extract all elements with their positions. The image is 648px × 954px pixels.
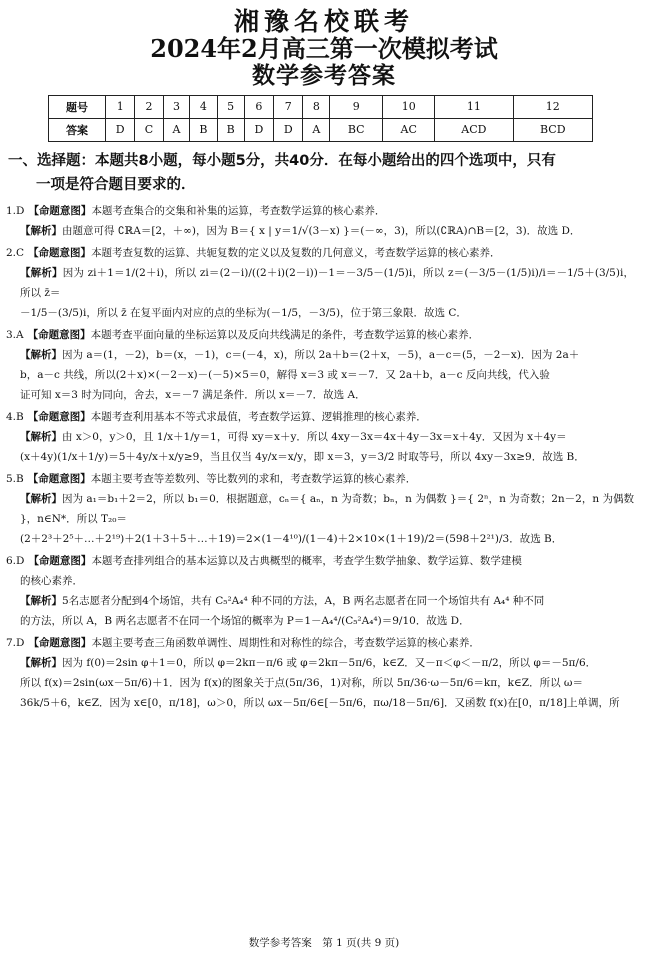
analysis-line: b，a－c 共线，所以(2＋x)×(－2－x)－(－5)×5＝0，解得 x＝3 或 x＝－7．又 2a＋b，a－c 反向共线，代入验 — [20, 368, 550, 381]
question-5-intent — [6, 469, 634, 489]
intent-label: 【命题意图】 — [28, 204, 92, 217]
question-6 — [6, 551, 634, 631]
analysis-line: 36k/5＋6，k∈Z．因为 x∈[0，π/18]，ω＞0，所以 ωx－5π/6∈[－5π/6，πω/18－5π/6]．又函数 f(x)在[0，π/18]上单调，所 — [20, 696, 620, 709]
table-cell: AC — [383, 118, 435, 141]
table-cell: BC — [330, 118, 383, 141]
analysis-line: (x＋4y)(1/x＋1/y)＝5＋4y/x＋x/y≥9，当且仅当 4y/x＝x/y，即 x＝3，y＝3/2 时取等号，所以 4xy－3x≥9．故选 B． — [20, 450, 585, 463]
table-cell: 1 — [106, 95, 135, 118]
table-cell: A — [303, 118, 330, 141]
analysis-line: 因为 a₁＝b₁＋2＝2，所以 b₁＝0．根据题意，cₙ＝{ aₙ，n 为奇数；bₙ，n 为偶数 }＝{ 2ⁿ，n 为奇数；2n－2，n 为偶数 }，n∈N*．所以 T₂₀＝ — [20, 492, 634, 525]
table-cell: 12 — [513, 95, 592, 118]
table-cell: 6 — [244, 95, 273, 118]
intent-text: 本题考查集合的交集和补集的运算，考查数学运算的核心素养． — [91, 204, 386, 217]
table-cell: B — [217, 118, 244, 141]
table-cell: C — [135, 118, 163, 141]
question-3 — [6, 325, 634, 405]
question-1-analysis — [20, 221, 634, 241]
intent-label: 【命题意图】 — [28, 554, 92, 567]
intent-text: 本题考查复数的运算、共轭复数的定义以及复数的几何意义，考查数学运算的核心素养． — [91, 246, 501, 259]
table-cell: BCD — [513, 118, 592, 141]
table-cell: 8 — [303, 95, 330, 118]
table-cell: B — [190, 118, 217, 141]
school-union-title: 湘豫名校联考 — [233, 7, 414, 36]
answer-table-answer-row — [49, 118, 593, 141]
question-2 — [6, 243, 634, 323]
analysis-line: 所以 f(x)＝2sin(ωx－5π/6)＋1．因为 f(x)的图象关于点(5π/36，1)对称，所以 5π/36·ω－5π/6＝kπ，k∈Z．所以 ω＝ — [20, 676, 583, 689]
analysis-line: 由题意可得 ∁ℝA＝[2，＋∞)，因为 B＝{ x | y＝1/√(3－x) }＝(－∞，3)，所以(∁ℝA)∩B＝[2，3)．故选 D． — [62, 224, 581, 237]
analysis-line: 因为 f(0)＝2sin φ＋1＝0，所以 φ＝2kπ－π/6 或 φ＝2kπ－5π/6，k∈Z．又－π＜φ＜－π/2，所以 φ＝－5π/6． — [62, 656, 597, 669]
question-number: 6.D — [6, 554, 25, 567]
question-5 — [6, 469, 634, 549]
analysis-line: －1/5－(3/5)i，所以 z̄ 在复平面内对应的点的坐标为(－1/5，－3/5)，位于第三象限．故选 C． — [20, 306, 467, 319]
intent-text: 本题主要考查等差数列、等比数列的求和，考查数学运算的核心素养． — [90, 472, 417, 485]
answer-table-number-row — [49, 95, 593, 118]
analysis-line: 5名志愿者分配到4个场馆，共有 C₅²A₄⁴ 种不同的方法，A，B 两名志愿者在同一个场馆共有 A₄⁴ 种不同 — [62, 594, 545, 607]
analysis-line: 的方法，所以 A，B 两名志愿者不在同一个场馆的概率为 P＝1－A₄⁴/(C₅²A₄⁴)＝9/10．故选 D． — [20, 614, 470, 627]
analysis-line: (2＋2³＋2⁵＋…＋2¹⁹)＋2(1＋3＋5＋…＋19)＝2×(1－4¹⁰)/(1－4)＋2×10×(1＋19)/2＝(598＋2²¹)/3．故选 B． — [20, 532, 563, 545]
question-1-intent — [6, 201, 634, 221]
section-heading-line1: 一、选择题：本题共8小题，每小题5分，共40分．在每小题给出的四个选项中，只有 — [8, 152, 556, 169]
table-cell: ACD — [435, 118, 513, 141]
question-5-analysis — [20, 489, 634, 549]
analysis-line: 因为 a＝(1，－2)，b＝(x，－1)，c＝(－4，x)，所以 2a＋b＝(2＋x，－5)，a－c＝(5，－2－x)．因为 2a＋ — [62, 348, 580, 361]
table-cell: 7 — [274, 95, 303, 118]
analysis-line: 证可知 x＝3 时为同向，舍去，x＝－7 满足条件．所以 x＝－7．故选 A． — [20, 388, 366, 401]
answer-key-title: 数学参考答案 — [252, 61, 396, 89]
exam-title: 2024年2月高三第一次模拟考试 — [150, 34, 498, 63]
table-cell: A — [163, 118, 190, 141]
document-page — [0, 7, 648, 949]
section-heading-line2: 一项是符合题目要求的． — [36, 176, 196, 193]
table-cell: 3 — [163, 95, 190, 118]
question-7 — [6, 633, 634, 713]
question-number: 3.A — [6, 328, 24, 341]
question-6-intent — [6, 551, 634, 591]
analysis-label: 【解析】 — [20, 430, 62, 443]
question-1 — [6, 201, 634, 241]
intent-label: 【命题意图】 — [27, 328, 91, 341]
answer-table — [48, 95, 593, 142]
question-number: 5.B — [6, 472, 24, 485]
question-number: 2.C — [6, 246, 25, 259]
intent-label: 【命题意图】 — [27, 472, 91, 485]
table-cell: 2 — [135, 95, 163, 118]
question-7-intent — [6, 633, 634, 653]
question-3-analysis — [20, 345, 634, 405]
table-cell: 9 — [330, 95, 383, 118]
intent-label: 【命题意图】 — [28, 636, 92, 649]
table-cell: D — [106, 118, 135, 141]
table-cell: D — [244, 118, 273, 141]
table-cell: 4 — [190, 95, 217, 118]
question-number: 4.B — [6, 410, 24, 423]
table-cell: 11 — [435, 95, 513, 118]
intent-text-cont: 的核心素养． — [20, 574, 83, 587]
question-6-analysis — [20, 591, 634, 631]
question-number: 7.D — [6, 636, 25, 649]
question-4 — [6, 407, 634, 467]
analysis-label: 【解析】 — [20, 224, 62, 237]
section-heading — [8, 149, 636, 197]
row-label-answer: 答案 — [49, 118, 106, 141]
intent-label: 【命题意图】 — [28, 246, 92, 259]
row-label-number: 题号 — [49, 95, 106, 118]
question-4-analysis — [20, 427, 634, 467]
intent-text: 本题考查平面向量的坐标运算以及反向共线满足的条件，考查数学运算的核心素养． — [90, 328, 480, 341]
analysis-label: 【解析】 — [20, 266, 63, 279]
question-2-analysis — [20, 263, 634, 323]
table-cell: D — [274, 118, 303, 141]
question-3-intent — [6, 325, 634, 345]
table-cell: 10 — [383, 95, 435, 118]
intent-text: 本题主要考查三角函数单调性、周期性和对称性的综合，考查数学运算的核心素养． — [91, 636, 480, 649]
question-number: 1.D — [6, 204, 25, 217]
table-cell: 5 — [217, 95, 244, 118]
page-footer: 数学参考答案 第 1 页(共 9 页) — [248, 937, 400, 949]
question-4-intent — [6, 407, 634, 427]
analysis-line: 因为 zi＋1＝1/(2＋i)，所以 zi＝(2－i)/((2＋i)(2－i))－1＝－3/5－(1/5)i，所以 z＝(－3/5－(1/5)i)/i＝－1/5＋(3/5)i，所以 z̄＝ — [20, 266, 634, 299]
analysis-label: 【解析】 — [20, 348, 62, 361]
analysis-label: 【解析】 — [20, 656, 62, 669]
analysis-label: 【解析】 — [20, 492, 63, 505]
intent-text: 本题考查利用基本不等式求最值，考查数学运算、逻辑推理的核心素养． — [90, 410, 427, 423]
analysis-label: 【解析】 — [20, 594, 62, 607]
question-2-intent — [6, 243, 634, 263]
question-7-analysis — [20, 653, 634, 713]
intent-label: 【命题意图】 — [27, 410, 91, 423]
analysis-line: 由 x＞0，y＞0，且 1/x＋1/y＝1，可得 xy＝x＋y．所以 4xy－3x＝4x＋4y－3x＝x＋4y．又因为 x＋4y＝ — [62, 430, 567, 443]
intent-text: 本题考查排列组合的基本运算以及古典概型的概率，考查学生数学抽象、数学运算、数学建模 — [91, 554, 522, 567]
